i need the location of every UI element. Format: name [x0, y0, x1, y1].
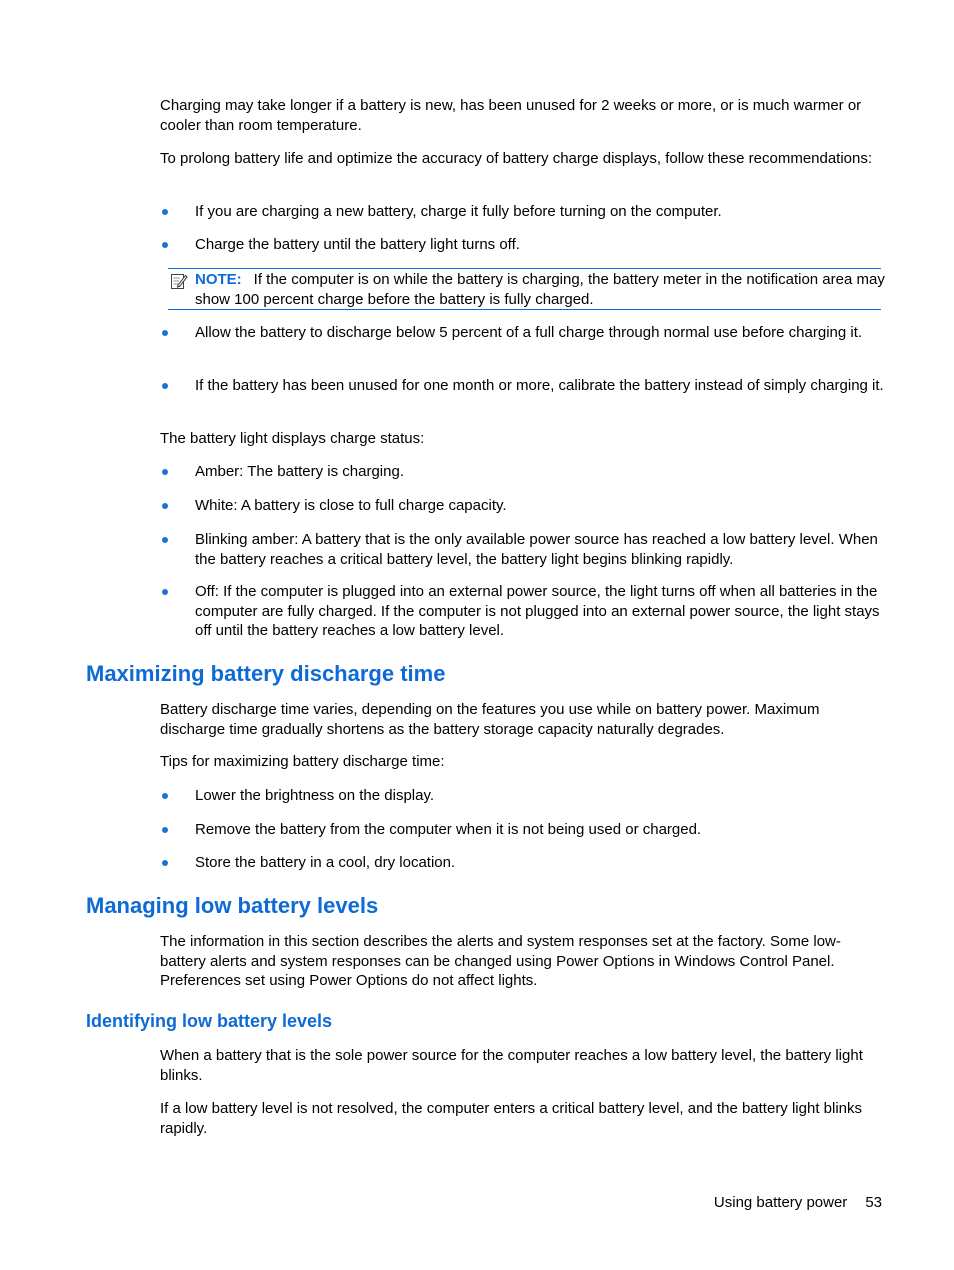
list-item-text: Charge the battery until the battery light turns off.: [195, 236, 520, 253]
paragraph-low-level: When a battery that is the sole power source for the computer reaches a low battery level, the battery light blinks.: [160, 1047, 863, 1084]
paragraph-tips: Tips for maximizing battery discharge time:: [160, 753, 445, 770]
list-item-text: Blinking amber: A battery that is the only available power source has reached a low battery level. When the battery reaches a critical battery level, the battery light begins blinking rapidly.: [195, 531, 878, 568]
section-heading-managing: Managing low battery levels: [86, 893, 379, 918]
paragraph-prolong-life: To prolong battery life and optimize the accuracy of battery charge displays, follow these recommendations:: [160, 150, 873, 167]
bullet-dot-icon: [162, 860, 168, 866]
bullet-dot-icon: [162, 503, 168, 509]
section-heading-maximizing: Maximizing battery discharge time: [86, 661, 446, 686]
list-item-text: Remove the battery from the computer when it is not being used or charged.: [195, 821, 702, 838]
paragraph-alerts-info: The information in this section describes the alerts and system responses set at the factory. Some low-battery alerts and system responses can be changed using Power Options in Windows Control Panel. Preferences set using Power Options do not affect lights.: [160, 933, 841, 989]
bullet-dot-icon: [162, 330, 168, 336]
bullet-dot-icon: [162, 793, 168, 799]
note-label: NOTE:: [195, 271, 242, 288]
list-item-text: If you are charging a new battery, charge it fully before turning on the computer.: [195, 203, 722, 220]
list-item-text: Amber: The battery is charging.: [195, 463, 404, 480]
paragraph-discharge-time: Battery discharge time varies, depending on the features you use while on battery power. Maximum discharge time gradually shortens as the battery storage capacity naturally degrades.: [160, 701, 820, 738]
paragraph-light-status: The battery light displays charge status:: [160, 430, 425, 447]
note-text: [195, 270, 885, 309]
note-pencil-icon: [170, 272, 188, 290]
list-item-text: If the battery has been unused for one month or more, calibrate the battery instead of simply charging it.: [195, 377, 884, 394]
list-item-text: Store the battery in a cool, dry location.: [195, 854, 456, 871]
subsection-heading-identifying: Identifying low battery levels: [86, 1011, 333, 1031]
bullet-dot-icon: [162, 589, 168, 595]
bullet-dot-icon: [162, 209, 168, 215]
paragraph-critical-level: If a low battery level is not resolved, the computer enters a critical battery level, and the battery light blinks rapidly.: [160, 1100, 863, 1137]
paragraph-charging-time: Charging may take longer if a battery is new, has been unused for 2 weeks or more, or is much warmer or cooler than room temperature.: [160, 97, 862, 134]
page-number: 53: [865, 1194, 882, 1211]
page-footer: [714, 1193, 882, 1212]
list-item-text: Off: If the computer is plugged into an external power source, the light turns off when all batteries in the computer are fully charged. If the computer is not plugged into an external power source, the light stays off until the battery reaches a low battery level.: [195, 583, 880, 639]
bullet-dot-icon: [162, 242, 168, 248]
list-item-text: Allow the battery to discharge below 5 percent of a full charge through normal use before charging it.: [195, 324, 863, 341]
list-item-text: Lower the brightness on the display.: [195, 787, 435, 804]
bullet-dot-icon: [162, 537, 168, 543]
note-body: If the computer is on while the battery is charging, the battery meter in the notification area may show 100 percent charge before the battery is fully charged.: [195, 271, 885, 308]
note-box: [168, 268, 885, 310]
bullet-dot-icon: [162, 827, 168, 833]
list-item-text: White: A battery is close to full charge capacity.: [195, 497, 507, 514]
footer-section-title: Using battery power: [713, 1194, 848, 1211]
bullet-dot-icon: [162, 469, 168, 475]
bullet-dot-icon: [162, 383, 168, 389]
